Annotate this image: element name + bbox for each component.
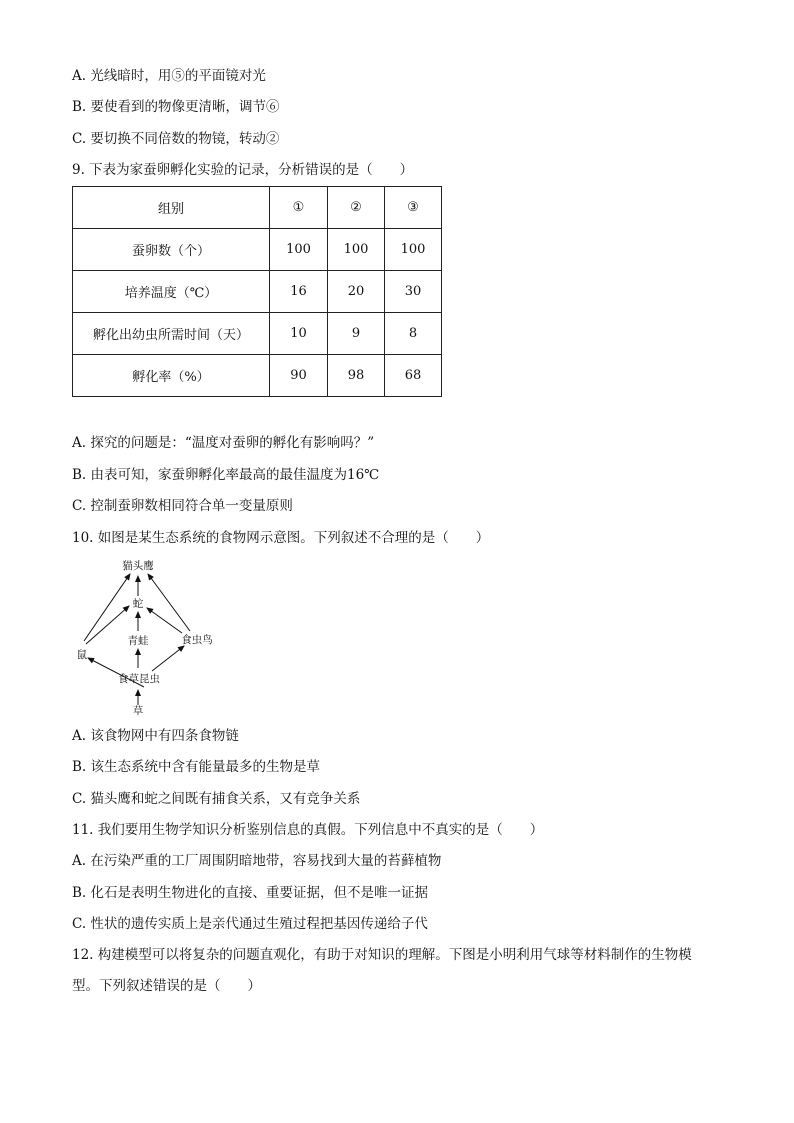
q10-option-a: A. 该食物网中有四条食物链	[72, 728, 239, 744]
q8-option-a: A. 光线暗时，用⑤的平面镜对光	[72, 68, 266, 84]
table-cell: 90	[270, 355, 328, 397]
arrow-insect-to-bird	[152, 646, 184, 671]
arrow-bird-to-snake	[147, 608, 182, 633]
herbivorous-insect-label: 食草昆虫	[118, 673, 160, 685]
q11-option-c: C. 性状的遗传实质上是亲代通过生殖过程把基因传递给子代	[72, 916, 428, 932]
table-cell: 100	[328, 229, 385, 271]
table-row	[73, 271, 442, 313]
table-row	[73, 313, 442, 355]
snake-label: 蛇	[132, 598, 144, 610]
q9-stem: 9. 下表为家蚕卵孵化实验的记录，分析错误的是（ ）	[72, 162, 414, 178]
q8-option-b: B. 要使看到的物像更清晰，调节⑥	[72, 99, 280, 115]
q10-stem: 10. 如图是某生态系统的食物网示意图。下列叙述不合理的是（ ）	[72, 530, 490, 546]
q9-option-c: C. 控制蚕卵数相同符合单一变量原则	[72, 498, 293, 514]
food-web-diagram	[72, 556, 232, 720]
q8-option-c: C. 要切换不同倍数的物镜，转动②	[72, 131, 280, 147]
table-header-cell: ②	[328, 187, 385, 229]
q11-option-b: B. 化石是表明生物进化的直接、重要证据，但不是唯一证据	[72, 885, 429, 901]
q11-option-a: A. 在污染严重的工厂周围阴暗地带，容易找到大量的苔藓植物	[72, 853, 442, 869]
table-cell: 蚕卵数（个）	[73, 229, 270, 271]
table-header-row	[73, 187, 442, 229]
q12-stem-line2: 型。下列叙述错误的是（ ）	[72, 978, 261, 994]
table-cell: 培养温度（℃）	[73, 271, 270, 313]
arrow-mouse-to-owl	[84, 574, 130, 641]
table-cell: 孵化率（%）	[73, 355, 270, 397]
insectivorous-bird-label: 食虫鸟	[181, 634, 213, 646]
grass-label: 草	[132, 705, 144, 717]
table-row	[73, 355, 442, 397]
table-cell: 孵化出幼虫所需时间（天）	[73, 313, 270, 355]
table-header-cell: ③	[385, 187, 442, 229]
table-cell: 30	[385, 271, 442, 313]
q10-option-b: B. 该生态系统中含有能量最多的生物是草	[72, 759, 321, 775]
table-cell: 100	[385, 229, 442, 271]
q12-stem-line1: 12. 构建模型可以将复杂的问题直观化，有助于对知识的理解。下图是小明利用气球等材料制作的生物模	[72, 947, 692, 963]
owl-label: 猫头鹰	[122, 560, 154, 572]
table-cell: 16	[270, 271, 328, 313]
table-row	[73, 229, 442, 271]
arrow-mouse-to-snake	[86, 606, 129, 644]
q9-option-a: A. 探究的问题是：“温度对蚕卵的孵化有影响吗？”	[72, 435, 375, 451]
table-cell: 8	[385, 313, 442, 355]
table-cell: 98	[328, 355, 385, 397]
table-cell: 10	[270, 313, 328, 355]
arrow-bird-to-owl	[148, 574, 190, 631]
q10-option-c: C. 猫头鹰和蛇之间既有捕食关系，又有竞争关系	[72, 791, 361, 807]
table-header-cell: 组别	[73, 187, 270, 229]
table-cell: 68	[385, 355, 442, 397]
table-header-cell: ①	[270, 187, 328, 229]
table-cell: 100	[270, 229, 328, 271]
q9-option-b: B. 由表可知，家蚕卵孵化率最高的最佳温度为16℃	[72, 467, 380, 483]
frog-label: 青蛙	[127, 635, 149, 647]
q11-stem: 11. 我们要用生物学知识分析鉴别信息的真假。下列信息中不真实的是（ ）	[72, 822, 544, 838]
hatching-table	[72, 186, 442, 397]
table-cell: 20	[328, 271, 385, 313]
mouse-label: 鼠	[76, 649, 88, 661]
table-cell: 9	[328, 313, 385, 355]
